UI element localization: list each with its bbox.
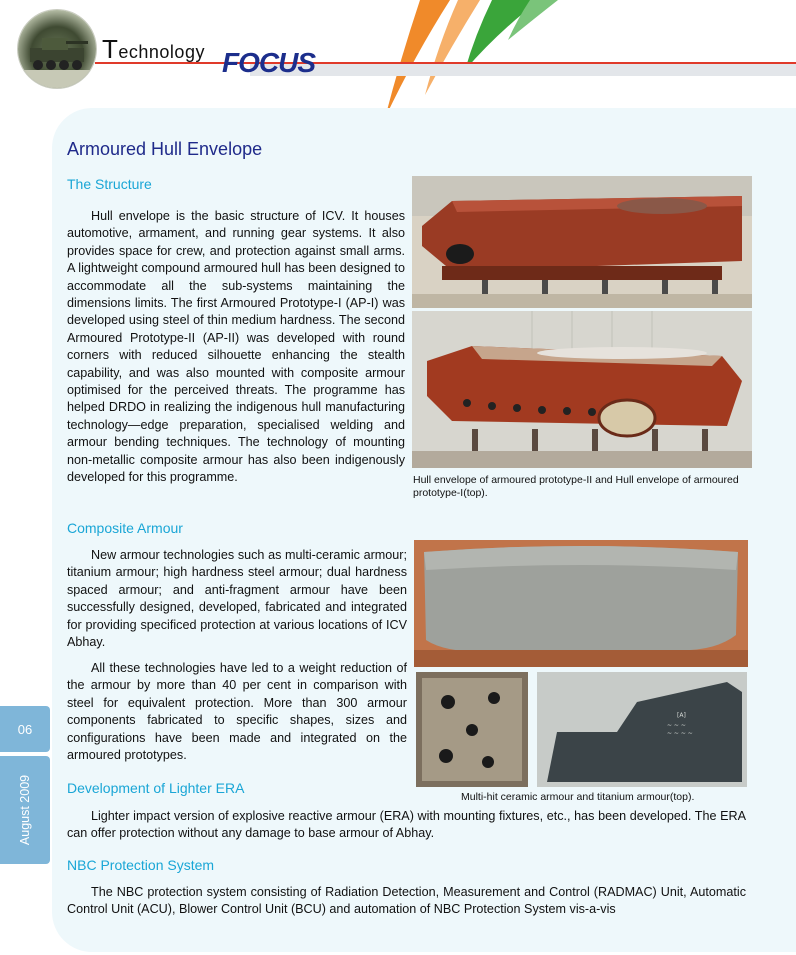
title-initial: T: [102, 34, 119, 64]
vehicle-logo-image: [18, 10, 96, 88]
header-grey-band: [250, 64, 796, 76]
title-rest: echnology: [118, 42, 205, 62]
figure-caption-armour: Multi-hit ceramic armour and titanium armour(top).: [461, 791, 695, 803]
section-heading-structure: The Structure: [67, 176, 152, 192]
article-title: Armoured Hull Envelope: [67, 139, 263, 159]
svg-text:~ ~ ~ ~: ~ ~ ~ ~: [667, 730, 693, 737]
armour-panel-photo: [537, 672, 747, 787]
ceramic-armour-photo: [416, 672, 528, 787]
section-heading-era: Development of Lighter ERA: [67, 780, 245, 796]
issue-date-tab: [0, 756, 50, 864]
magazine-title: [102, 34, 205, 65]
paragraph-composite-2: All these technologies have led to a weight reduction of the armour by more than 40 per cent in comparison with steel for equivalent protection. More than 300 armour components fabricated to specific shapes, sizes and configurations have been made and integrated on the armoured prototypes.: [67, 661, 407, 763]
svg-text:~ ~ ~: ~ ~ ~: [667, 722, 686, 729]
page-header: [0, 0, 796, 110]
paragraph-structure: Hull envelope is the basic structure of ICV. It houses automotive, armament, and running gear systems. It also provides space for crew, and protection against small arms. A lightweight compound armoured hull has been designed to accommodate all the sub-systems maintaining the dimensions limits. The first Armoured Prototype-I (AP-I) was developed using steel of thin medium hardness. The second Armoured Prototype-II (AP-II) was developed with round corners with reduced silhouette enhancing the stealth capability, and was also mounted with composite armour optimised for the perceived threats. The programme has helped DRDO in realizing the indigenous hull manufacturing technology—edge preparation, specialised welding and armour bending techniques. The technology of mounting non-metallic composite armour has also been indigenously developed for this programme.: [67, 209, 405, 485]
titanium-armour-photo: [414, 540, 748, 667]
section-heading-composite: Composite Armour: [67, 520, 183, 536]
tricolour-swoosh-graphic: [380, 0, 560, 120]
hull-prototype-1-photo: [412, 176, 752, 308]
paragraph-era: Lighter impact version of explosive reactive armour (ERA) with mounting fixtures, etc., has been developed. The ERA can offer protection without any damage to base armour of Abhay.: [67, 809, 746, 841]
hull-prototype-2-photo: [412, 311, 752, 468]
figure-caption-hull: Hull envelope of armoured prototype-II and Hull envelope of armoured prototype-I(top).: [413, 474, 739, 499]
section-heading-nbc: NBC Protection System: [67, 857, 215, 873]
issue-date-label: August 2009: [18, 774, 32, 846]
paragraph-nbc: The NBC protection system consisting of Radiation Detection, Measurement and Control (RADMAC) Unit, Automatic Control Unit (ACU), Blower Control Unit (BCU) and automation of NBC Protection System vis-a-vis: [67, 885, 746, 917]
page-number-tab: 06: [0, 706, 50, 752]
paragraph-composite-1: New armour technologies such as multi-ceramic armour; titanium armour; high hardness steel armour; dual hardness spaced armour; and anti-fragment armour have been successfully designed, developed, fabricated and integrated for providing specificed protection at various locations of ICV Abhay.: [67, 548, 407, 650]
svg-text:[A]: [A]: [677, 712, 686, 719]
brand-logo-text: FOCUS: [222, 47, 315, 78]
